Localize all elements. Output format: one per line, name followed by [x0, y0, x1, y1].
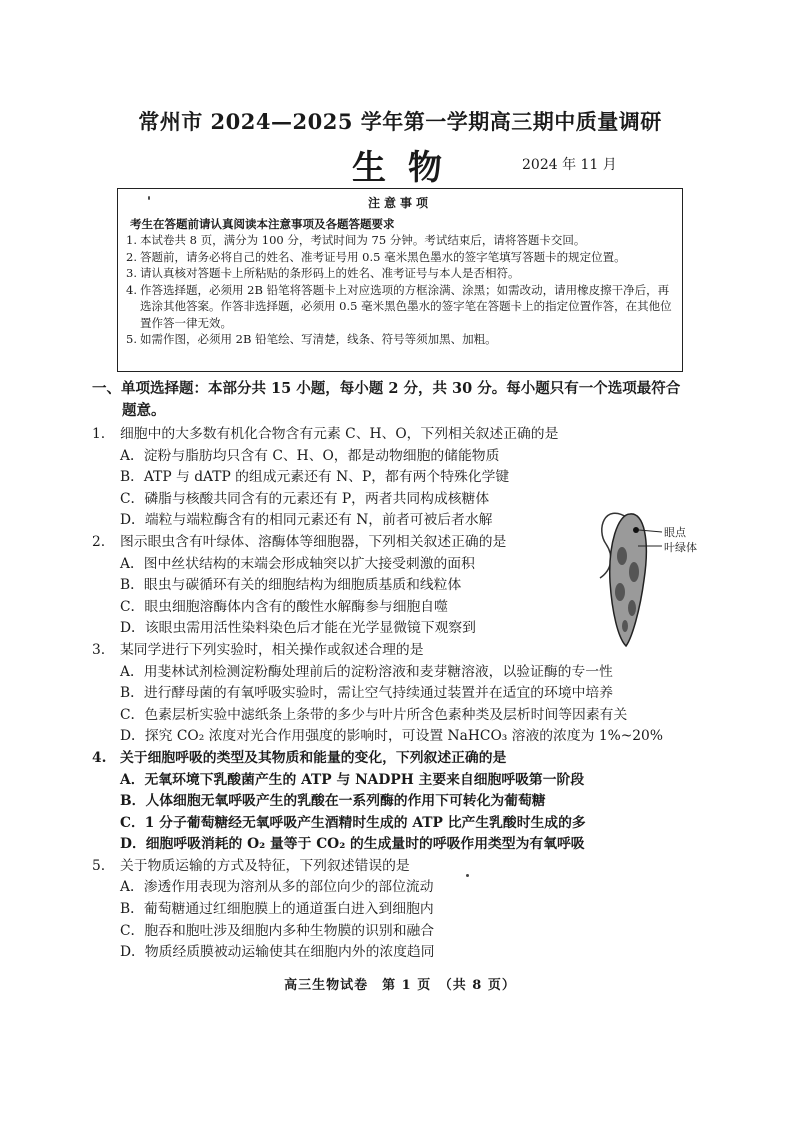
question-text: 某同学进行下列实验时，相关操作或叙述合理的是: [120, 641, 424, 658]
chloroplast: [622, 620, 628, 632]
question-stem: [92, 748, 712, 770]
notice-item-number: 1.: [126, 233, 137, 247]
notice-item-text: 本试卷共 8 页，满分为 100 分，考试时间为 75 分钟。考试结束后，请将答题卡交回。: [140, 233, 586, 247]
question-number: 3.: [92, 641, 106, 658]
question-4: [92, 748, 712, 856]
chloroplast: [615, 583, 625, 601]
label-chloroplast: 叶绿体: [664, 541, 697, 554]
question-stem: [92, 424, 712, 446]
question-text: 细胞中的大多数有机化合物含有元素 C、H、O，下列相关叙述正确的是: [120, 426, 559, 442]
option-a: A．用斐林试剂检测淀粉酶处理前后的淀粉溶液和麦芽糖溶液，以验证酶的专一性: [120, 663, 613, 680]
option-a: A．图中丝状结构的末端会形成轴突以扩大接受刺激的面积: [120, 555, 475, 572]
option-c: C．眼虫细胞溶酶体内含有的酸性水解酶参与细胞自噬: [120, 598, 448, 615]
exam-date: 2024 年 11 月: [522, 157, 617, 173]
notice-item-text: 如需作图，必须用 2B 铅笔绘、写清楚，线条、符号等须加黑、加粗。: [140, 332, 497, 346]
notice-item: [126, 282, 674, 332]
scan-speck: [148, 196, 150, 200]
question-number: 4.: [92, 749, 107, 766]
chloroplast: [629, 562, 639, 582]
chloroplast: [617, 547, 627, 565]
question-text: 图示眼虫含有叶绿体、溶酶体等细胞器，下列相关叙述正确的是: [120, 533, 507, 550]
option-c: C．胞吞和胞吐涉及细胞内多种生物膜的识别和融合: [120, 922, 435, 939]
notice-item-text: 答题前，请务必将自己的姓名、准考证号用 0.5 毫米黑色墨水的签字笔填写答题卡的规定位置。: [140, 249, 626, 264]
section-heading-line: 题意。: [122, 402, 166, 419]
option-a: A．渗透作用表现为溶剂从多的部位向少的部位流动: [120, 879, 434, 896]
scan-speck: [466, 874, 469, 877]
question-number: 5.: [92, 857, 106, 874]
option-c: C．磷脂与核酸共同含有的元素还有 P，两者共同构成核糖体: [120, 490, 490, 507]
question-number: 1.: [92, 426, 106, 442]
option-a: A．淀粉与脂肪均只含有 C、H、O，都是动物细胞的储能物质: [120, 447, 500, 464]
chloroplast: [628, 600, 636, 616]
cell-body: [610, 514, 647, 646]
option-d: D．该眼虫需用活性染料染色后才能在光学显微镜下观察到: [120, 620, 476, 637]
notice-lead: 考生在答题前请认真阅读本注意事项及各题答题要求: [130, 216, 395, 231]
option-b: B．人体细胞无氧呼吸产生的乳酸在一系列酶的作用下可转化为葡萄糖: [120, 793, 546, 810]
question-5: [92, 856, 712, 964]
section-heading-line: 一、单项选择题：本部分共 15 小题，每小题 2 分，共 30 分。每小题只有一个选项最符合: [92, 380, 681, 397]
option-d: D．细胞呼吸消耗的 O₂ 量等于 CO₂ 的生成量时的呼吸作用类型为有氧呼吸: [120, 836, 585, 853]
notice-item: [126, 331, 674, 348]
option-c: C．色素层析实验中滤纸条上条带的多少与叶片所含色素种类及层析时间等因素有关: [120, 706, 628, 723]
section-heading: [92, 378, 712, 422]
page-footer: 高三生物试卷 第 1 页 （共 8 页）: [284, 978, 516, 993]
option-c: C．1 分子葡萄糖经无氧呼吸产生酒精时生成的 ATP 比产生乳酸时生成的多: [120, 814, 586, 831]
subject-heading: 生物: [352, 148, 464, 188]
notice-item-number: 2.: [126, 249, 137, 264]
notice-item-number: 5.: [126, 332, 137, 346]
notice-item-number: 4.: [126, 282, 137, 297]
option-b: B．进行酵母菌的有氧呼吸实验时，需让空气持续通过装置并在适宜的环境中培养: [120, 685, 614, 702]
notice-item: [126, 232, 674, 249]
option-b: B．ATP 与 dATP 的组成元素还有 N、P，都有两个特殊化学键: [120, 469, 510, 486]
eyespot: [633, 527, 639, 533]
notice-item-text: 请认真核对答题卡上所粘贴的条形码上的姓名、准考证号与本人是否相符。: [140, 266, 520, 280]
question-3: [92, 640, 712, 748]
option-d: D．探究 CO₂ 浓度对光合作用强度的影响时，可设置 NaHCO₃ 溶液的浓度为 1%~20%: [120, 728, 663, 745]
option-d: D．端粒与端粒酶含有的相同元素还有 N，前者可被后者水解: [120, 512, 493, 529]
question-text: 关于物质运输的方式及特征，下列叙述错误的是: [120, 857, 410, 874]
notice-item-text: 作答选择题，必须用 2B 铅笔将答题卡上对应选项的方框涂满、涂黑；如需改动，请用橡皮擦干净后，再选涂其他答案。作答非选择题，必须用 0.5 毫米黑色墨水的签字笔在答题卡上的指定位置作答，在其他位置作答一律无效。: [140, 282, 672, 330]
option-b: B．葡萄糖通过红细胞膜上的通道蛋白进入到细胞内: [120, 901, 434, 918]
question-stem: [92, 856, 712, 878]
notice-title: 注意事项: [367, 196, 432, 210]
notice-item-number: 3.: [126, 266, 137, 280]
option-d: D．物质经质膜被动运输使其在细胞内外的浓度趋同: [120, 944, 435, 961]
option-a: A．无氧环境下乳酸菌产生的 ATP 与 NADPH 主要来自细胞呼吸第一阶段: [120, 771, 585, 788]
question-text: 关于细胞呼吸的类型及其物质和能量的变化，下列叙述正确的是: [120, 749, 507, 766]
notice-box: [117, 188, 683, 372]
label-eyespot: 眼点: [664, 526, 686, 539]
notice-item: [126, 249, 674, 266]
exam-title: 常州市 2024—2025 学年第一学期高三期中质量调研: [138, 109, 662, 134]
euglena-figure: [592, 500, 712, 650]
option-b: B．眼虫与碳循环有关的细胞结构为细胞质基质和线粒体: [120, 577, 462, 594]
question-number: 2.: [92, 533, 106, 550]
euglena-illustration: [592, 500, 712, 650]
notice-item: [126, 265, 674, 282]
